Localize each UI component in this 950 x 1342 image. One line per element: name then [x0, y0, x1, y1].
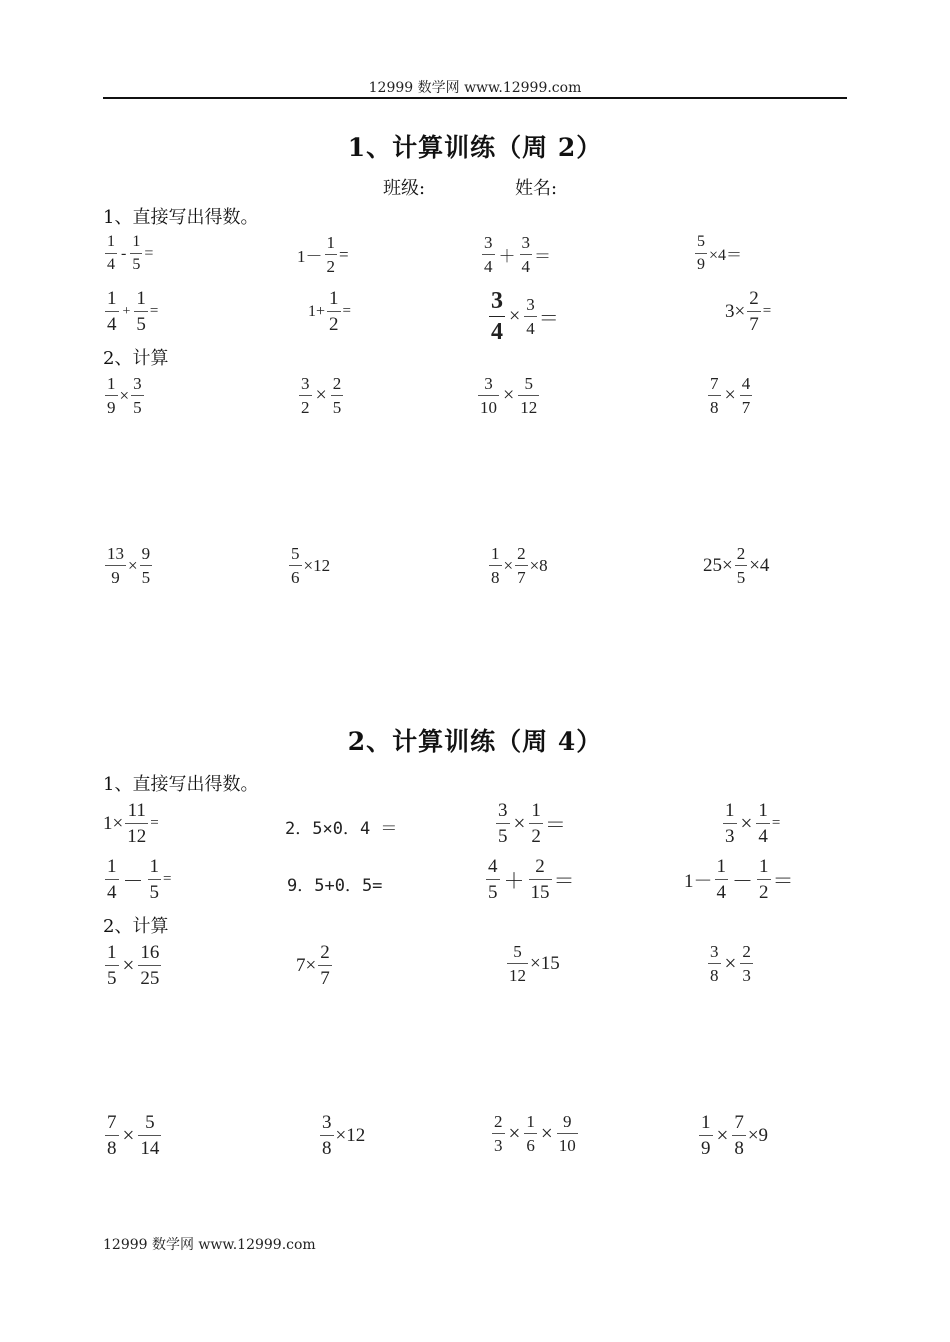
denominator: 9	[107, 398, 116, 417]
denominator: 8	[710, 398, 719, 417]
numerator: 1	[531, 800, 541, 821]
denominator: 10	[480, 398, 497, 417]
expression: 9．5+0．5=	[287, 876, 383, 896]
denominator: 9	[701, 1138, 711, 1159]
numerator: 1	[725, 800, 735, 821]
expression	[103, 545, 154, 586]
operator: ×	[724, 384, 736, 406]
denominator: 6	[526, 1136, 535, 1155]
numerator: 9	[562, 1112, 572, 1131]
page-footer: 12999 数学网 www.12999.com	[103, 1237, 316, 1253]
numerator: 1	[759, 856, 769, 877]
expression-lead: 25×	[703, 554, 733, 576]
expression	[693, 234, 742, 273]
expression	[706, 943, 755, 984]
numerator: 2	[742, 942, 751, 961]
operator: ×	[513, 811, 526, 835]
expression	[287, 545, 330, 586]
numerator: 2	[517, 544, 526, 563]
denominator: 8	[734, 1138, 744, 1159]
denominator: 5	[132, 256, 141, 273]
denominator: 7	[741, 398, 751, 417]
expression-tail: ×4＝	[709, 247, 743, 264]
numerator: 3	[526, 295, 535, 314]
equals-sign: =	[339, 244, 349, 264]
denominator: 2	[301, 398, 310, 417]
denominator: 5	[141, 568, 151, 587]
denominator: 4	[107, 882, 117, 903]
operator: ×	[740, 811, 753, 835]
numerator: 1	[107, 856, 117, 877]
denominator: 7	[320, 968, 330, 989]
expression	[490, 1113, 580, 1154]
expression	[684, 857, 794, 902]
numerator: 2	[494, 1112, 503, 1131]
denominator: 5	[736, 568, 746, 587]
numerator: 1	[758, 800, 768, 821]
operator: ＋	[498, 247, 516, 266]
denominator: 3	[725, 826, 735, 847]
expression	[103, 289, 158, 334]
denominator: 2	[759, 882, 769, 903]
numerator: 3	[301, 374, 310, 393]
name-label: 姓名:	[515, 178, 558, 199]
operator: ×	[503, 384, 515, 406]
denominator: 25	[140, 968, 160, 989]
denominator: 9	[697, 256, 705, 273]
denominator: 14	[140, 1138, 160, 1159]
numerator: 5	[145, 1112, 155, 1133]
numerator: 3	[491, 288, 503, 314]
numerator: 13	[107, 544, 124, 563]
numerator: 1	[136, 288, 146, 309]
expression	[318, 1113, 365, 1158]
denominator: 12	[127, 826, 147, 847]
expression-lead: 3×	[725, 300, 746, 322]
part1-title: 1、计算训练（周 2）	[347, 133, 603, 162]
expression	[103, 234, 153, 273]
denominator: 2	[326, 257, 335, 276]
denominator: 4	[491, 319, 503, 345]
expression	[721, 801, 780, 846]
denominator: 7	[517, 568, 526, 587]
denominator: 4	[526, 319, 535, 338]
numerator: 3	[484, 233, 493, 252]
numerator: 1	[326, 233, 335, 252]
expression-lead: 1－	[684, 871, 713, 892]
operator: ×	[122, 1123, 135, 1147]
expression-tail: ×9	[747, 1124, 769, 1146]
operator: －	[732, 868, 754, 893]
expression	[487, 545, 548, 586]
equals-sign: =	[342, 303, 351, 319]
denominator: 5	[149, 882, 159, 903]
denominator: 4	[107, 314, 117, 335]
expression: 2．5×0．4 ＝	[285, 819, 398, 839]
numerator: 2	[535, 856, 545, 877]
numerator: 5	[697, 233, 705, 250]
denominator: 5	[488, 882, 498, 903]
equals-sign: ＝	[538, 308, 559, 330]
expression-lead: 1－	[297, 247, 323, 266]
denominator: 8	[107, 1138, 117, 1159]
expression	[297, 234, 349, 275]
expression-lead: 1+	[308, 302, 326, 320]
numerator: 3	[322, 1112, 332, 1133]
numerator: 2	[332, 374, 342, 393]
denominator: 3	[742, 966, 751, 985]
operator: +	[122, 303, 131, 319]
denominator: 7	[749, 314, 759, 335]
page-header: 12999 数学网 www.12999.com	[368, 80, 582, 96]
numerator: 1	[716, 856, 727, 877]
denominator: 5	[498, 826, 508, 847]
denominator: 5	[107, 968, 117, 989]
operator: ×	[540, 1121, 553, 1145]
part1-section1-heading: 1、直接写出得数。	[103, 207, 259, 228]
denominator: 4	[484, 257, 493, 276]
operator: ×	[724, 951, 737, 975]
numerator: 1	[107, 374, 116, 393]
operator: －	[122, 868, 144, 893]
part2-section1-heading: 1、直接写出得数。	[103, 774, 259, 795]
numerator: 3	[484, 374, 493, 393]
expression	[296, 943, 334, 988]
equals-sign: =	[149, 303, 159, 319]
numerator: 1	[491, 544, 500, 563]
operator: -	[121, 244, 127, 262]
operator: ＋	[503, 868, 525, 893]
numerator: 1	[132, 233, 141, 250]
expression	[706, 375, 754, 416]
operator: ×	[315, 384, 327, 406]
numerator: 11	[127, 800, 146, 821]
operator: ×	[508, 1121, 521, 1145]
numerator: 1	[701, 1112, 711, 1133]
expression	[480, 234, 551, 275]
expression	[103, 857, 171, 902]
denominator: 5	[136, 314, 146, 335]
expression-tail: ×4	[749, 554, 770, 576]
denominator: 4	[107, 256, 115, 273]
denominator: 4	[758, 826, 768, 847]
expression	[103, 943, 163, 988]
expression	[297, 375, 345, 416]
equals-sign: =	[771, 815, 781, 831]
part2-title: 2、计算训练（周 4）	[347, 727, 603, 756]
denominator: 3	[494, 1136, 503, 1155]
numerator: 7	[734, 1112, 744, 1133]
expression	[103, 801, 159, 846]
expression-tail: ×12	[335, 1124, 366, 1146]
operator: ×	[122, 953, 135, 977]
denominator: 2	[531, 826, 541, 847]
numerator: 3	[498, 800, 508, 821]
numerator: 1	[526, 1112, 535, 1131]
equals-sign: =	[144, 244, 154, 262]
numerator: 2	[736, 544, 746, 563]
equals-sign: ＝	[534, 247, 551, 266]
numerator: 1	[107, 288, 117, 309]
operator: ×	[503, 555, 514, 575]
class-label: 班级:	[383, 178, 426, 199]
numerator: 1	[107, 942, 117, 963]
numerator: 4	[741, 374, 751, 393]
numerator: 4	[488, 856, 498, 877]
expression-lead: 7×	[296, 954, 317, 976]
expression	[505, 943, 560, 984]
expression	[703, 545, 769, 586]
expression-lead: 1×	[103, 812, 124, 834]
operator: ×	[509, 305, 521, 327]
numerator: 9	[141, 544, 151, 563]
numerator: 2	[320, 942, 330, 963]
denominator: 2	[329, 314, 339, 335]
operator: ×	[128, 555, 138, 575]
expression	[103, 375, 146, 416]
numerator: 5	[524, 374, 534, 393]
denominator: 6	[291, 568, 300, 587]
denominator: 8	[710, 966, 719, 985]
numerator: 1	[107, 233, 115, 250]
expression	[476, 375, 541, 416]
part1-section2-heading: 2、计算	[103, 348, 169, 369]
numerator: 3	[521, 233, 530, 252]
numerator: 3	[133, 374, 142, 393]
numerator: 5	[291, 544, 300, 563]
expression	[308, 289, 351, 334]
expression	[484, 857, 575, 902]
equals-sign: =	[150, 815, 159, 831]
equals-sign: ＝	[544, 812, 566, 837]
expression-tail: ×15	[530, 952, 560, 974]
equals-sign: ＝	[553, 868, 575, 893]
equals-sign: =	[163, 871, 172, 887]
denominator: 10	[558, 1136, 576, 1155]
operator: ×	[119, 385, 130, 405]
header-rule	[103, 97, 847, 99]
expression	[103, 1113, 163, 1158]
denominator: 5	[332, 398, 342, 417]
denominator: 8	[322, 1138, 332, 1159]
expression	[487, 289, 559, 344]
denominator: 4	[521, 257, 530, 276]
denominator: 9	[111, 568, 120, 587]
equals-sign: ＝	[772, 868, 794, 893]
operator: ×	[716, 1123, 729, 1147]
denominator: 5	[133, 398, 142, 417]
denominator: 12	[520, 398, 538, 417]
expression	[697, 1113, 768, 1158]
numerator: 16	[140, 942, 160, 963]
numerator: 2	[749, 288, 759, 309]
numerator: 1	[149, 856, 159, 877]
denominator: 8	[491, 568, 500, 587]
equals-sign: =	[762, 303, 772, 319]
expression	[494, 801, 566, 846]
numerator: 5	[513, 942, 522, 961]
denominator: 15	[530, 882, 550, 903]
expression-tail: ×8	[529, 555, 548, 575]
expression-tail: ×12	[303, 555, 331, 575]
numerator: 7	[107, 1112, 117, 1133]
part2-section2-heading: 2、计算	[103, 916, 169, 937]
numerator: 1	[329, 288, 339, 309]
denominator: 12	[509, 966, 526, 985]
expression	[725, 289, 771, 334]
denominator: 4	[716, 882, 727, 903]
numerator: 7	[710, 374, 719, 393]
numerator: 3	[710, 942, 719, 961]
